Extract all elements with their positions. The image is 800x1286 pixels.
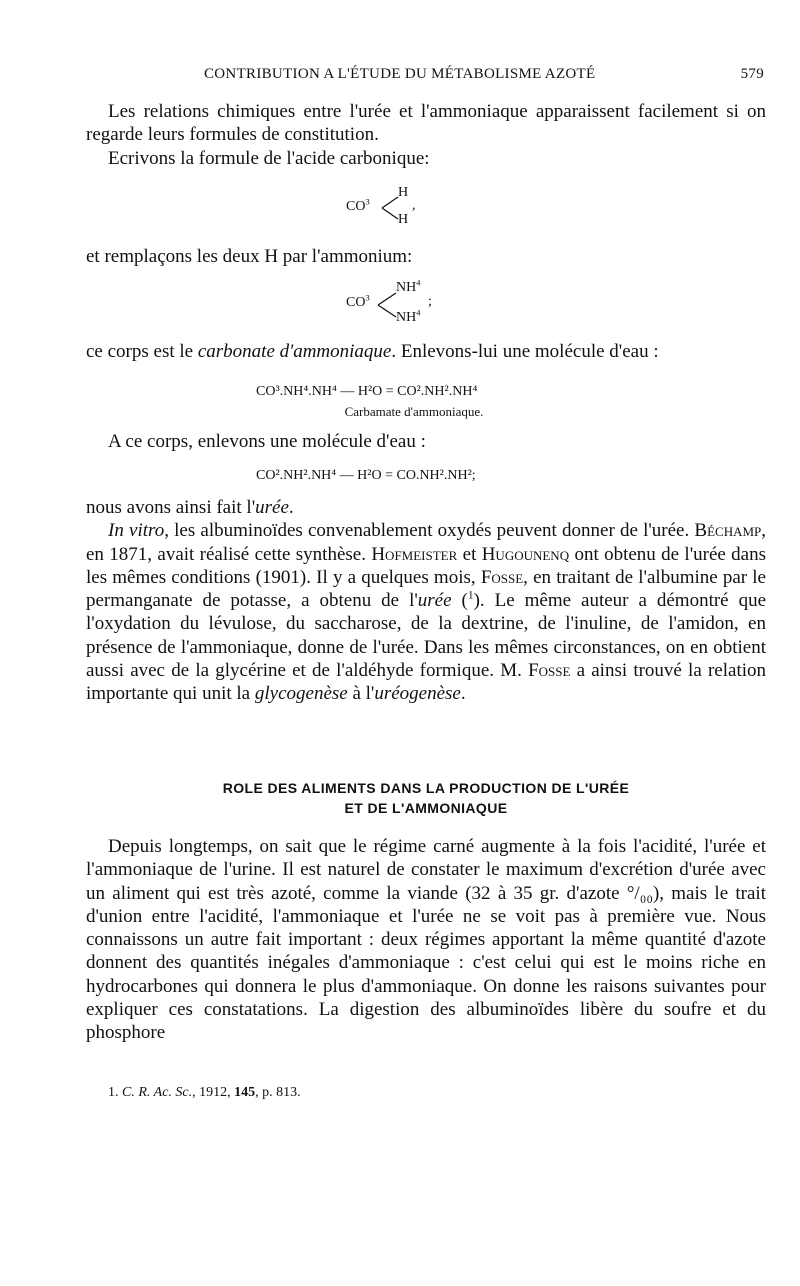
section-heading-line1: ROLE DES ALIMENTS DANS LA PRODUCTION DE L'URÉE (222, 780, 630, 796)
formula1-base: $CO^3$ (346, 197, 370, 214)
formula4-equation: CO².NH².NH⁴ — H²O = CO.NH².NH²; (256, 468, 476, 483)
paragraph-relations: Les relations chimiques entre l'urée et l'ammoniaque apparaissent facilement si on regarde leurs formules de constitution. (86, 101, 766, 146)
paragraph-urea-made: nous avons ainsi fait l'urée. (86, 497, 294, 518)
formula1-punct: , (412, 198, 416, 213)
formula-ammonium-carbonate (346, 280, 446, 328)
paragraph-ammonium-block (86, 245, 766, 268)
formula-carbonic-acid (346, 185, 426, 229)
formula2-base: $CO^3$ (346, 293, 370, 310)
paragraph-water: A ce corps, enlevons une molécule d'eau : (108, 431, 426, 452)
formula2-bottom: $NH^4$ (396, 308, 421, 325)
paragraph-carbonate-block (86, 340, 766, 363)
formula-urea (256, 468, 576, 484)
formula3-equation: CO³.NH⁴.NH⁴ — H²O = CO².NH².NH⁴ (256, 384, 478, 399)
formula1-top: H (398, 185, 409, 200)
formula1-bottom: H (398, 212, 409, 227)
section-heading-line2: ET DE L'AMMONIAQUE (344, 800, 508, 816)
paragraph-urea-synthesis-block (86, 496, 766, 706)
footnote: 1. C. R. Ac. Sc., 1912, 145, p. 813. (108, 1085, 301, 1100)
intro-paragraphs (86, 100, 766, 170)
paragraph-carbonate: ce corps est le carbonate d'ammoniaque. Enlevons-lui une molécule d'eau : (86, 341, 659, 362)
paragraph-ammonium: et remplaçons les deux H par l'ammonium: (86, 246, 413, 267)
formula1-bond-lines (380, 189, 400, 227)
formula2-punct: ; (428, 294, 432, 309)
formula3-caption: Carbamate d'ammoniaque. (344, 404, 484, 419)
running-title: CONTRIBUTION A L'ÉTUDE DU MÉTABOLISME AZOTÉ (204, 66, 596, 82)
paragraph-diet-block (86, 835, 766, 1045)
section-heading (86, 778, 766, 818)
formula-carbamate (256, 384, 556, 400)
paragraph-in-vitro: In vitro, les albuminoïdes convenablement oxydés peuvent donner de l'urée. Béchamp, en 1871, avait réalisé cette synthèse. Hofmeister et Hugounenq ont obtenu de l'urée dans les mêmes conditions (1901). Il y a quelques mois, Fosse, en traitant de l'albumine par le permanganate de potasse, a obtenu de l'urée ($^1$). Le même auteur a démontré que l'oxydation du lévulose, du saccharose, de la dextrine, de l'inuline, de l'amidon, en présence de l'ammoniaque, donne de l'urée. Dans les mêmes circonstances, on en obtient aussi avec de la glycérine et de l'aldéhyde formique. M. Fosse a ainsi trouvé la relation importante qui unit la glycogenèse à l'uréogenèse. (86, 520, 767, 705)
formula2-top: $NH^4$ (396, 278, 421, 295)
formula2-bond-lines (376, 285, 398, 325)
paragraph-water-block (86, 430, 766, 453)
page-number: 579 (740, 66, 764, 82)
paragraph-formula-intro: Ecrivons la formule de l'acide carbonique: (108, 147, 430, 169)
paragraph-diet: Depuis longtemps, on sait que le régime carné augmente à la fois l'acidité, l'urée et l'ammoniaque de l'urine. Il est naturel de constater le maximum d'excrétion d'urée avec un aliment qui est très azoté, comme la viande (32 à 35 gr. d'azote °/₀₀), mais le trait d'union entre l'acidité, l'ammoniaque et l'urée ne se voit pas à première vue. Nous connaissons un autre fait important : deux régimes apportant la même quantité d'azote donnent des quantités inégales d'ammoniaque : c'est celui qui est le moins riche en hydrocarbones qui donnera le plus d'ammoniaque. On donne les raisons suivantes pour expliquer ces constatations. La digestion des albuminoïdes libère du soufre et du phosphore (86, 836, 766, 1044)
